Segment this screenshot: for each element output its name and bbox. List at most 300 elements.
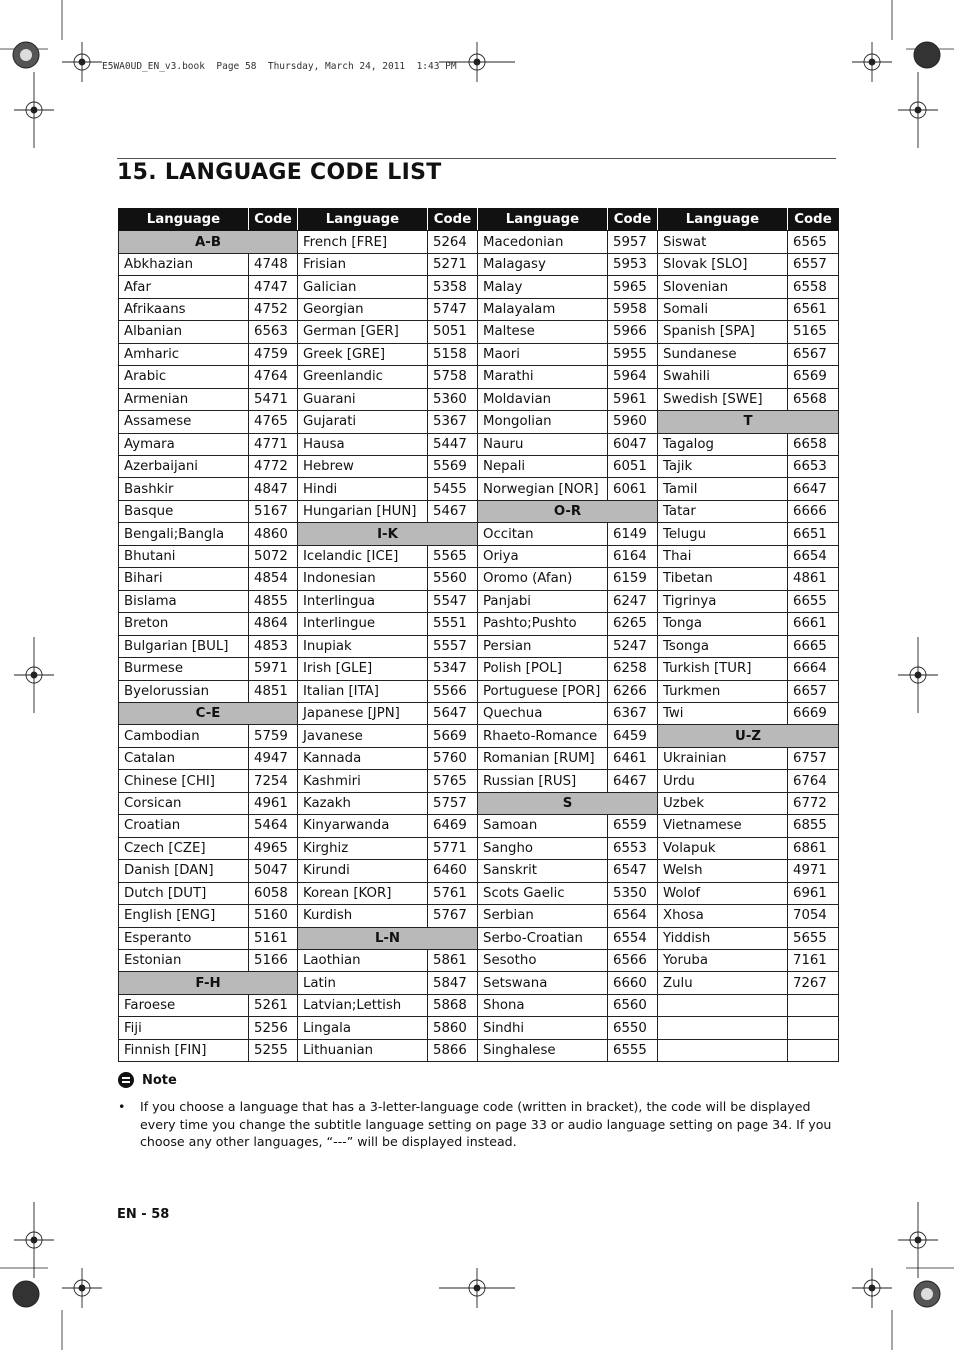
- language-name-cell: Samoan: [478, 815, 608, 837]
- language-name-cell: Gujarati: [298, 411, 428, 433]
- language-name-cell: Thai: [658, 545, 788, 567]
- language-code-cell: 5966: [608, 321, 658, 343]
- language-name-cell: Latin: [298, 972, 428, 994]
- language-name-cell: Sangho: [478, 837, 608, 859]
- language-code-cell: 5256: [249, 1017, 298, 1039]
- language-code-cell: 6051: [608, 455, 658, 477]
- table-row: [119, 1017, 839, 1039]
- language-name-cell: Volapuk: [658, 837, 788, 859]
- table-row: [119, 276, 839, 298]
- language-code-cell: 4854: [249, 568, 298, 590]
- language-name-cell: Galician: [298, 276, 428, 298]
- language-code-cell: 5760: [428, 747, 478, 769]
- language-code-cell: 4771: [249, 433, 298, 455]
- language-name-cell: Ukrainian: [658, 747, 788, 769]
- language-name-cell: Kirundi: [298, 860, 428, 882]
- language-code-cell: 5347: [428, 658, 478, 680]
- empty-cell: [658, 1039, 788, 1061]
- table-row: [119, 455, 839, 477]
- language-name-cell: Italian [ITA]: [298, 680, 428, 702]
- language-code-cell: 6558: [788, 276, 839, 298]
- language-name-cell: Somali: [658, 298, 788, 320]
- table-row: [119, 590, 839, 612]
- table-body: [119, 231, 839, 1062]
- language-name-cell: Interlingua: [298, 590, 428, 612]
- language-name-cell: Oromo (Afan): [478, 568, 608, 590]
- language-code-cell: 6460: [428, 860, 478, 882]
- table-row: [119, 702, 839, 724]
- table-row: [119, 298, 839, 320]
- language-name-cell: Icelandic [ICE]: [298, 545, 428, 567]
- table-row: [119, 568, 839, 590]
- language-name-cell: Arabic: [119, 366, 249, 388]
- language-name-cell: Siswat: [658, 231, 788, 253]
- language-code-cell: 4961: [249, 792, 298, 814]
- language-name-cell: Tonga: [658, 613, 788, 635]
- language-code-cell: 5560: [428, 568, 478, 590]
- language-code-cell: 6861: [788, 837, 839, 859]
- language-name-cell: Twi: [658, 702, 788, 724]
- language-name-cell: Yoruba: [658, 949, 788, 971]
- column-header-code: Code: [788, 209, 839, 231]
- language-code-cell: 5761: [428, 882, 478, 904]
- language-name-cell: Urdu: [658, 770, 788, 792]
- language-name-cell: Tibetan: [658, 568, 788, 590]
- language-name-cell: Lithuanian: [298, 1039, 428, 1061]
- table-header-row: [119, 209, 839, 231]
- table-row: [119, 500, 839, 522]
- language-name-cell: Swedish [SWE]: [658, 388, 788, 410]
- language-name-cell: Sundanese: [658, 343, 788, 365]
- table-row: [119, 949, 839, 971]
- language-name-cell: Macedonian: [478, 231, 608, 253]
- language-name-cell: Byelorussian: [119, 680, 249, 702]
- table-row: [119, 231, 839, 253]
- language-code-cell: 5955: [608, 343, 658, 365]
- language-name-cell: Tigrinya: [658, 590, 788, 612]
- table-row: [119, 905, 839, 927]
- language-code-cell: 6564: [608, 905, 658, 927]
- language-code-cell: 6058: [249, 882, 298, 904]
- language-name-cell: French [FRE]: [298, 231, 428, 253]
- language-code-cell: 4752: [249, 298, 298, 320]
- language-code-cell: 5771: [428, 837, 478, 859]
- language-code-cell: 6657: [788, 680, 839, 702]
- language-name-cell: Turkish [TUR]: [658, 658, 788, 680]
- note-heading-text: Note: [142, 1072, 177, 1088]
- language-code-cell: 6459: [608, 725, 658, 747]
- language-name-cell: Rhaeto-Romance: [478, 725, 608, 747]
- language-code-cell: 4764: [249, 366, 298, 388]
- language-name-cell: Croatian: [119, 815, 249, 837]
- language-name-cell: Portuguese [POR]: [478, 680, 608, 702]
- language-name-cell: Marathi: [478, 366, 608, 388]
- language-name-cell: Singhalese: [478, 1039, 608, 1061]
- language-name-cell: Czech [CZE]: [119, 837, 249, 859]
- table-row: [119, 253, 839, 275]
- language-code-cell: 4847: [249, 478, 298, 500]
- language-code-cell: 5551: [428, 613, 478, 635]
- language-code-cell: 6654: [788, 545, 839, 567]
- language-name-cell: Telugu: [658, 523, 788, 545]
- language-name-cell: Finnish [FIN]: [119, 1039, 249, 1061]
- language-code-cell: 6961: [788, 882, 839, 904]
- language-code-cell: 5455: [428, 478, 478, 500]
- language-name-cell: Irish [GLE]: [298, 658, 428, 680]
- language-name-cell: Russian [RUS]: [478, 770, 608, 792]
- language-name-cell: Persian: [478, 635, 608, 657]
- language-name-cell: English [ENG]: [119, 905, 249, 927]
- language-code-cell: 5758: [428, 366, 478, 388]
- language-name-cell: Swahili: [658, 366, 788, 388]
- language-code-cell: 5566: [428, 680, 478, 702]
- language-name-cell: Japanese [JPN]: [298, 702, 428, 724]
- language-code-cell: 5350: [608, 882, 658, 904]
- language-code-cell: 6647: [788, 478, 839, 500]
- table-row: [119, 792, 839, 814]
- language-name-cell: Azerbaijani: [119, 455, 249, 477]
- language-name-cell: Serbo-Croatian: [478, 927, 608, 949]
- language-name-cell: Quechua: [478, 702, 608, 724]
- language-code-cell: 6561: [788, 298, 839, 320]
- language-name-cell: Bislama: [119, 590, 249, 612]
- language-name-cell: Yiddish: [658, 927, 788, 949]
- language-name-cell: Afar: [119, 276, 249, 298]
- language-code-cell: 5669: [428, 725, 478, 747]
- language-code-cell: 5868: [428, 994, 478, 1016]
- column-header-code: Code: [249, 209, 298, 231]
- language-name-cell: Occitan: [478, 523, 608, 545]
- language-code-cell: 5271: [428, 253, 478, 275]
- letter-group-header: T: [658, 411, 839, 433]
- language-code-cell: 5569: [428, 455, 478, 477]
- language-code-cell: 5447: [428, 433, 478, 455]
- language-code-cell: 6565: [788, 231, 839, 253]
- language-name-cell: Kinyarwanda: [298, 815, 428, 837]
- language-code-cell: 5264: [428, 231, 478, 253]
- language-code-cell: 6669: [788, 702, 839, 724]
- language-code-cell: 6560: [608, 994, 658, 1016]
- language-name-cell: Maltese: [478, 321, 608, 343]
- language-code-cell: 5971: [249, 658, 298, 680]
- language-code-cell: 5166: [249, 949, 298, 971]
- language-code-cell: 5866: [428, 1039, 478, 1061]
- language-code-cell: 5557: [428, 635, 478, 657]
- language-code-cell: 5957: [608, 231, 658, 253]
- column-header-code: Code: [608, 209, 658, 231]
- table-row: [119, 321, 839, 343]
- language-name-cell: Corsican: [119, 792, 249, 814]
- language-name-cell: Bhutani: [119, 545, 249, 567]
- language-code-cell: 5964: [608, 366, 658, 388]
- language-name-cell: Bengali;Bangla: [119, 523, 249, 545]
- book-header-line: E5WA0UD_EN_v3.book Page 58 Thursday, March 24, 2011 1:43 PM: [102, 61, 457, 72]
- table-row: [119, 837, 839, 859]
- language-name-cell: Setswana: [478, 972, 608, 994]
- language-name-cell: Moldavian: [478, 388, 608, 410]
- language-code-cell: 6550: [608, 1017, 658, 1039]
- language-name-cell: Albanian: [119, 321, 249, 343]
- language-code-cell: 5860: [428, 1017, 478, 1039]
- language-code-cell: 5367: [428, 411, 478, 433]
- language-code-cell: 5953: [608, 253, 658, 275]
- language-code-cell: 6653: [788, 455, 839, 477]
- language-name-cell: Wolof: [658, 882, 788, 904]
- language-code-cell: 5961: [608, 388, 658, 410]
- table-row: [119, 994, 839, 1016]
- table-row: [119, 411, 839, 433]
- note-heading: [118, 1072, 838, 1088]
- language-code-cell: 5960: [608, 411, 658, 433]
- language-code-cell: 5160: [249, 905, 298, 927]
- language-name-cell: Basque: [119, 500, 249, 522]
- language-name-cell: Slovenian: [658, 276, 788, 298]
- language-name-cell: Armenian: [119, 388, 249, 410]
- language-code-cell: 5765: [428, 770, 478, 792]
- language-name-cell: Hausa: [298, 433, 428, 455]
- language-code-cell: 6764: [788, 770, 839, 792]
- language-code-cell: 6665: [788, 635, 839, 657]
- letter-group-header: O-R: [478, 500, 658, 522]
- language-name-cell: Malayalam: [478, 298, 608, 320]
- language-name-cell: Interlingue: [298, 613, 428, 635]
- language-name-cell: Kazakh: [298, 792, 428, 814]
- empty-cell: [788, 1039, 839, 1061]
- language-code-cell: 6553: [608, 837, 658, 859]
- language-code-cell: 5757: [428, 792, 478, 814]
- language-code-cell: 6568: [788, 388, 839, 410]
- table-row: [119, 815, 839, 837]
- language-code-cell: 5167: [249, 500, 298, 522]
- language-code-cell: 5161: [249, 927, 298, 949]
- language-name-cell: Kirghiz: [298, 837, 428, 859]
- letter-group-header: A-B: [119, 231, 298, 253]
- table-row: [119, 635, 839, 657]
- language-code-cell: 5158: [428, 343, 478, 365]
- language-code-cell: 6159: [608, 568, 658, 590]
- language-name-cell: Georgian: [298, 298, 428, 320]
- language-name-cell: Greek [GRE]: [298, 343, 428, 365]
- language-code-cell: 6664: [788, 658, 839, 680]
- language-code-cell: 5747: [428, 298, 478, 320]
- language-name-cell: Nauru: [478, 433, 608, 455]
- note-section: [118, 1072, 838, 1151]
- language-name-cell: Spanish [SPA]: [658, 321, 788, 343]
- language-name-cell: Nepali: [478, 455, 608, 477]
- language-name-cell: Welsh: [658, 860, 788, 882]
- column-header-code: Code: [428, 209, 478, 231]
- language-code-cell: 5072: [249, 545, 298, 567]
- table-row: [119, 478, 839, 500]
- language-name-cell: Assamese: [119, 411, 249, 433]
- language-name-cell: Maori: [478, 343, 608, 365]
- language-code-cell: 5165: [788, 321, 839, 343]
- letter-group-header: L-N: [298, 927, 478, 949]
- table-row: [119, 545, 839, 567]
- language-name-cell: Hindi: [298, 478, 428, 500]
- language-code-cell: 7161: [788, 949, 839, 971]
- language-code-cell: 5471: [249, 388, 298, 410]
- language-name-cell: Catalan: [119, 747, 249, 769]
- language-code-cell: 5047: [249, 860, 298, 882]
- language-name-cell: Bihari: [119, 568, 249, 590]
- language-name-cell: Breton: [119, 613, 249, 635]
- language-code-cell: 5358: [428, 276, 478, 298]
- language-code-cell: 6563: [249, 321, 298, 343]
- letter-group-header: S: [478, 792, 658, 814]
- table-row: [119, 366, 839, 388]
- language-name-cell: Tsonga: [658, 635, 788, 657]
- language-code-cell: 5767: [428, 905, 478, 927]
- language-code-cell: 6547: [608, 860, 658, 882]
- table-row: [119, 433, 839, 455]
- language-name-cell: Zulu: [658, 972, 788, 994]
- language-name-cell: Tagalog: [658, 433, 788, 455]
- language-code-cell: 6666: [788, 500, 839, 522]
- language-code-cell: 6266: [608, 680, 658, 702]
- language-name-cell: Mongolian: [478, 411, 608, 433]
- column-header-language: Language: [298, 209, 428, 231]
- language-name-cell: Bashkir: [119, 478, 249, 500]
- language-code-cell: 6149: [608, 523, 658, 545]
- table-row: [119, 680, 839, 702]
- language-code-cell: 6164: [608, 545, 658, 567]
- language-name-cell: Hebrew: [298, 455, 428, 477]
- column-header-language: Language: [119, 209, 249, 231]
- page-title: 15. LANGUAGE CODE LIST: [117, 160, 442, 185]
- language-name-cell: Danish [DAN]: [119, 860, 249, 882]
- language-code-cell: 5261: [249, 994, 298, 1016]
- language-code-cell: 6566: [608, 949, 658, 971]
- table-row: [119, 972, 839, 994]
- language-code-cell: 5547: [428, 590, 478, 612]
- language-code-cell: 5467: [428, 500, 478, 522]
- language-name-cell: Faroese: [119, 994, 249, 1016]
- language-name-cell: Hungarian [HUN]: [298, 500, 428, 522]
- language-code-cell: 6655: [788, 590, 839, 612]
- language-name-cell: Malagasy: [478, 253, 608, 275]
- language-code-cell: 5247: [608, 635, 658, 657]
- language-name-cell: Tatar: [658, 500, 788, 522]
- language-name-cell: Polish [POL]: [478, 658, 608, 680]
- language-name-cell: Tajik: [658, 455, 788, 477]
- language-code-cell: 5759: [249, 725, 298, 747]
- language-name-cell: Malay: [478, 276, 608, 298]
- empty-cell: [658, 1017, 788, 1039]
- language-code-cell: 6367: [608, 702, 658, 724]
- language-code-cell: 6554: [608, 927, 658, 949]
- language-code-cell: 4864: [249, 613, 298, 635]
- language-name-cell: Inupiak: [298, 635, 428, 657]
- language-code-cell: 6757: [788, 747, 839, 769]
- note-item: [118, 1098, 838, 1151]
- empty-cell: [788, 1017, 839, 1039]
- language-name-cell: Frisian: [298, 253, 428, 275]
- table-row: [119, 388, 839, 410]
- bullet-icon: •: [118, 1099, 126, 1114]
- language-code-cell: 6469: [428, 815, 478, 837]
- language-code-cell: 6047: [608, 433, 658, 455]
- language-code-cell: 4947: [249, 747, 298, 769]
- language-name-cell: Javanese: [298, 725, 428, 747]
- letter-group-header: F-H: [119, 972, 298, 994]
- language-name-cell: Afrikaans: [119, 298, 249, 320]
- language-code-cell: 6265: [608, 613, 658, 635]
- language-code-cell: 6855: [788, 815, 839, 837]
- language-code-cell: 4759: [249, 343, 298, 365]
- language-code-cell: 6061: [608, 478, 658, 500]
- table-row: [119, 613, 839, 635]
- language-code-cell: 4971: [788, 860, 839, 882]
- title-rule: [117, 158, 836, 159]
- letter-group-header: U-Z: [658, 725, 839, 747]
- language-code-cell: 4861: [788, 568, 839, 590]
- language-name-cell: Pashto;Pushto: [478, 613, 608, 635]
- language-code-table: [118, 208, 839, 1062]
- language-code-cell: 4747: [249, 276, 298, 298]
- language-name-cell: Romanian [RUM]: [478, 747, 608, 769]
- language-name-cell: Dutch [DUT]: [119, 882, 249, 904]
- language-code-cell: 7054: [788, 905, 839, 927]
- language-code-cell: 4853: [249, 635, 298, 657]
- language-code-cell: 4772: [249, 455, 298, 477]
- table-row: [119, 658, 839, 680]
- language-name-cell: Tamil: [658, 478, 788, 500]
- language-code-cell: 4965: [249, 837, 298, 859]
- letter-group-header: I-K: [298, 523, 478, 545]
- column-header-language: Language: [658, 209, 788, 231]
- table-row: [119, 343, 839, 365]
- language-name-cell: Kannada: [298, 747, 428, 769]
- language-code-cell: 5464: [249, 815, 298, 837]
- language-code-cell: 5565: [428, 545, 478, 567]
- language-code-cell: 6559: [608, 815, 658, 837]
- language-code-cell: 5255: [249, 1039, 298, 1061]
- language-code-cell: 5360: [428, 388, 478, 410]
- language-code-cell: 6569: [788, 366, 839, 388]
- language-name-cell: Panjabi: [478, 590, 608, 612]
- language-name-cell: Abkhazian: [119, 253, 249, 275]
- language-name-cell: Bulgarian [BUL]: [119, 635, 249, 657]
- language-name-cell: Indonesian: [298, 568, 428, 590]
- language-code-cell: 6247: [608, 590, 658, 612]
- language-code-cell: 5655: [788, 927, 839, 949]
- language-name-cell: German [GER]: [298, 321, 428, 343]
- language-code-cell: 5647: [428, 702, 478, 724]
- language-name-cell: Kashmiri: [298, 770, 428, 792]
- language-code-cell: 6557: [788, 253, 839, 275]
- language-code-cell: 6660: [608, 972, 658, 994]
- language-name-cell: Greenlandic: [298, 366, 428, 388]
- language-code-cell: 6567: [788, 343, 839, 365]
- page-number: EN - 58: [117, 1207, 170, 1222]
- language-name-cell: Esperanto: [119, 927, 249, 949]
- language-code-cell: 4851: [249, 680, 298, 702]
- table-row: [119, 725, 839, 747]
- language-name-cell: Scots Gaelic: [478, 882, 608, 904]
- language-code-cell: 7267: [788, 972, 839, 994]
- table-row: [119, 1039, 839, 1061]
- table-row: [119, 860, 839, 882]
- language-name-cell: Guarani: [298, 388, 428, 410]
- language-name-cell: Kurdish: [298, 905, 428, 927]
- language-code-cell: 6658: [788, 433, 839, 455]
- language-code-cell: 7254: [249, 770, 298, 792]
- table-row: [119, 747, 839, 769]
- language-code-cell: 5861: [428, 949, 478, 971]
- language-name-cell: Vietnamese: [658, 815, 788, 837]
- language-name-cell: Sesotho: [478, 949, 608, 971]
